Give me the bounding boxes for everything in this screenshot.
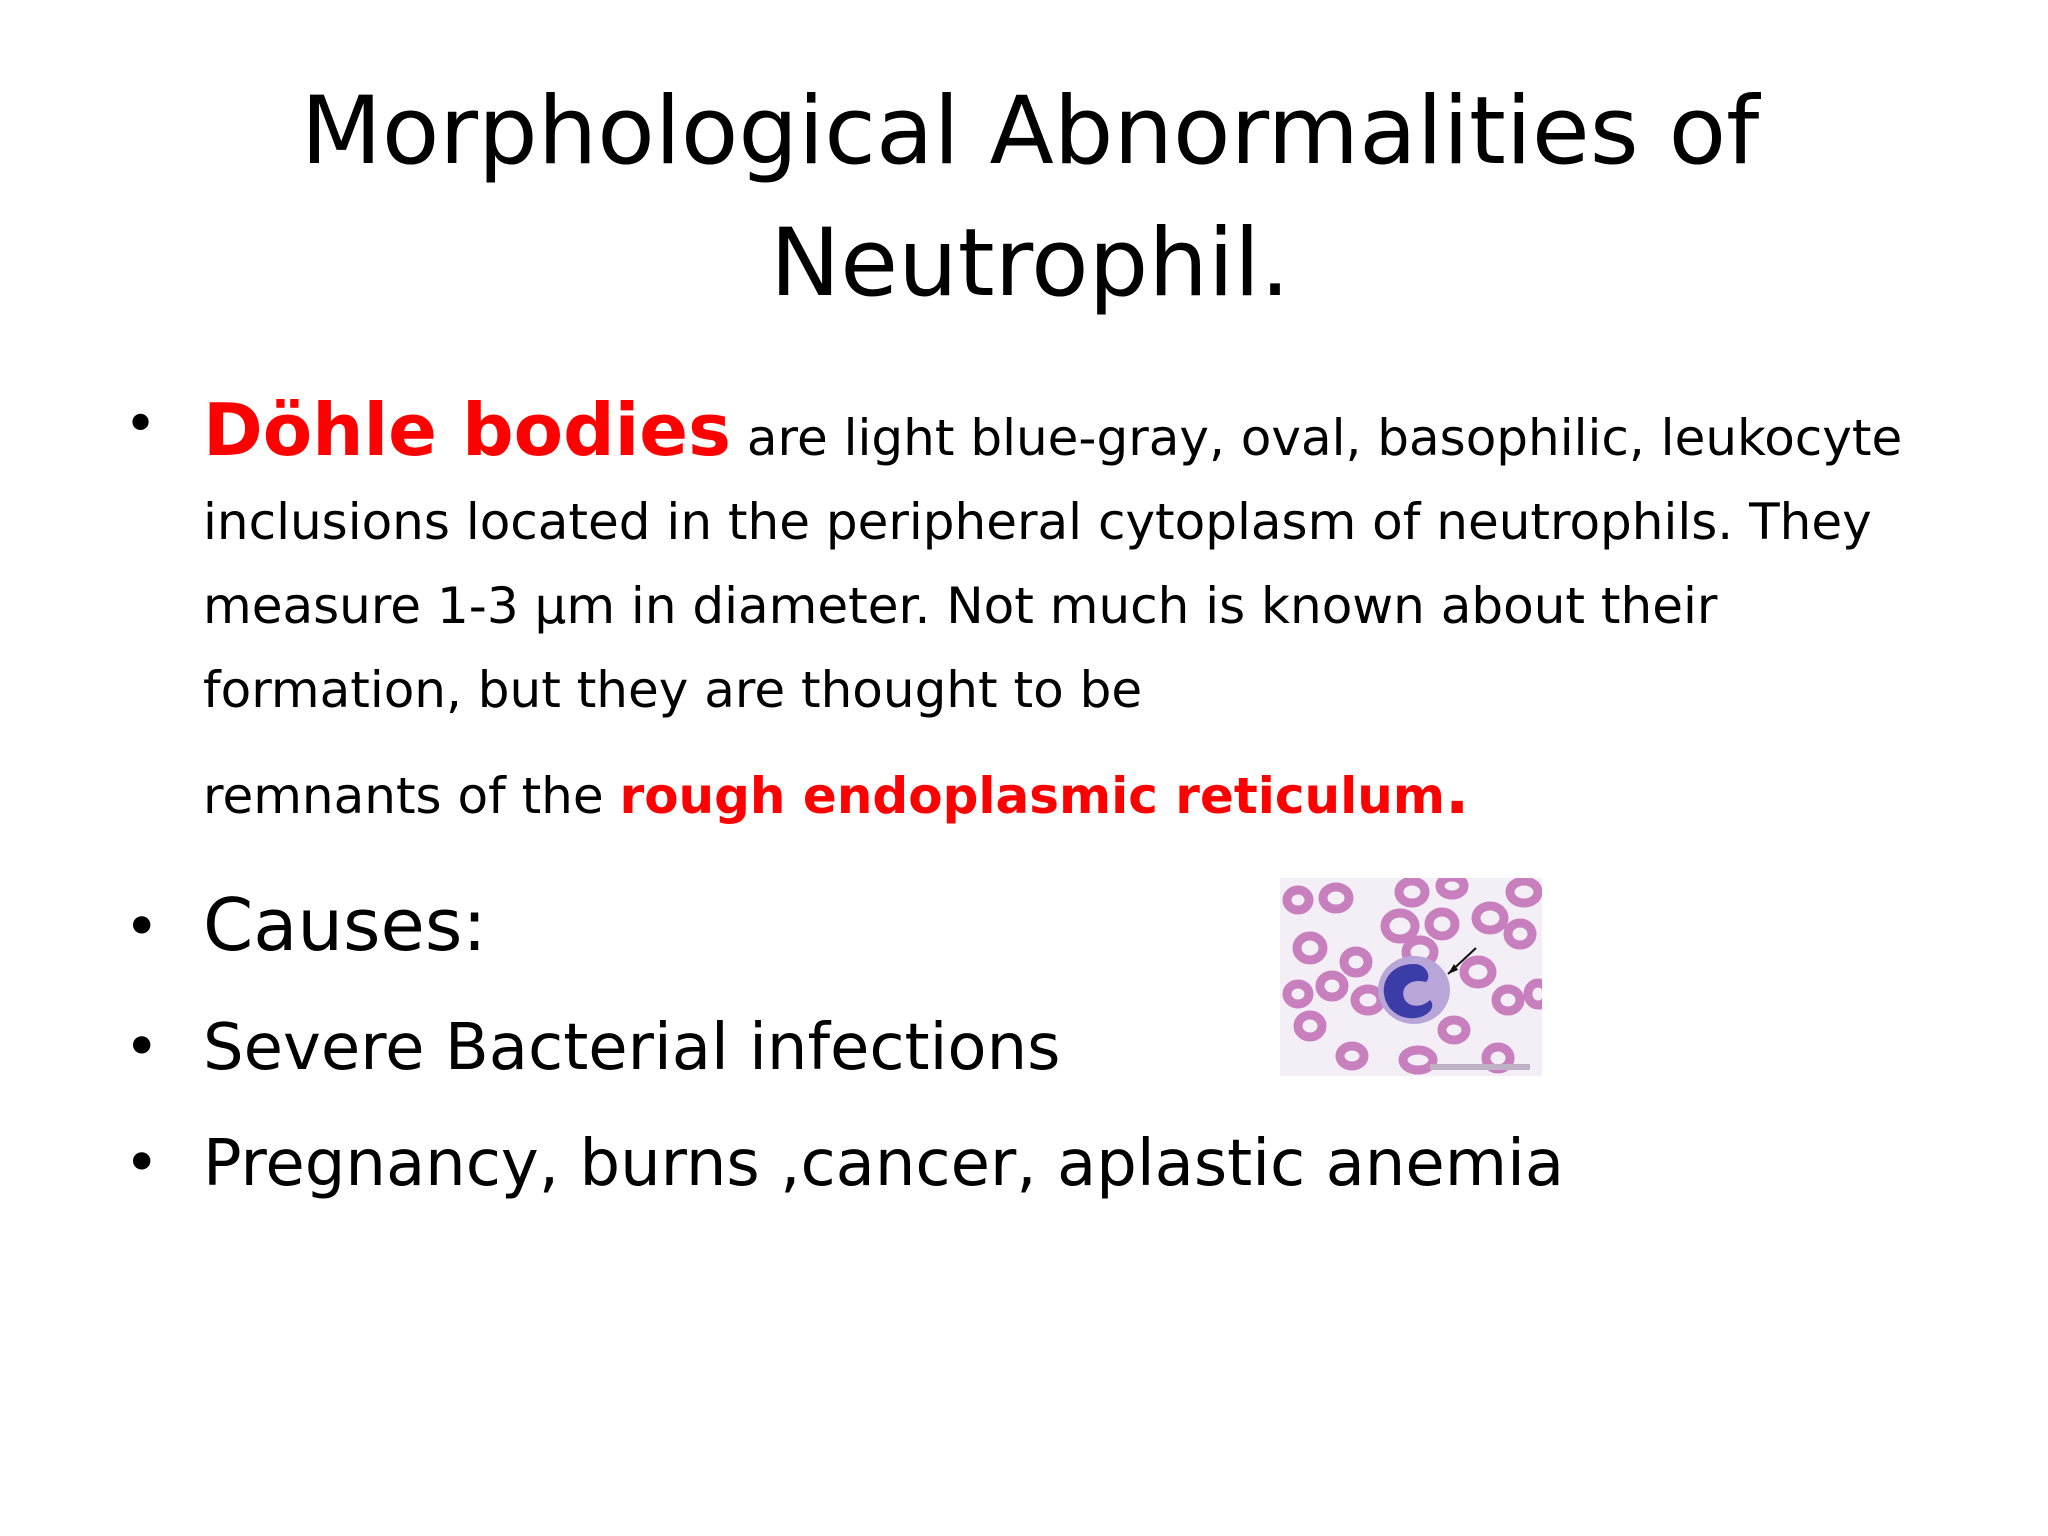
cause-bacterial-infections: Severe Bacterial infections (203, 1011, 1061, 1085)
dohle-bodies-paragraph (203, 388, 1923, 838)
dohle-bodies-term: Döhle bodies (203, 388, 731, 472)
rough-er-label: rough endoplasmic reticulum (619, 767, 1445, 825)
causes-heading: Causes: (203, 883, 487, 967)
bullet-marker: • (124, 1012, 160, 1082)
slide-title (200, 66, 1860, 330)
title-line-1: Morphological Abnormalities of (300, 77, 1760, 186)
blood-smear-micrograph-icon (1280, 878, 1542, 1076)
rough-er-term (619, 755, 1470, 829)
dohle-last-line (203, 750, 1923, 838)
bullet-marker: • (124, 1128, 160, 1198)
rough-er-period: . (1444, 755, 1470, 829)
title-line-2: Neutrophil. (769, 209, 1291, 318)
cause-pregnancy-burns-cancer: Pregnancy, burns ,cancer, aplastic anemia (203, 1127, 1565, 1201)
bullet-marker: • (124, 892, 160, 962)
bullet-marker: • (124, 392, 158, 457)
dohle-remnants-text: remnants of the (203, 767, 620, 825)
dohle-description: are light blue-gray, oval, basophilic, leukocyte inclusions located in the peripheral cytoplasm of neutrophils. They measure 1-3 µm in diameter. Not much is known about their formation, but they are thought to be (203, 409, 1903, 719)
